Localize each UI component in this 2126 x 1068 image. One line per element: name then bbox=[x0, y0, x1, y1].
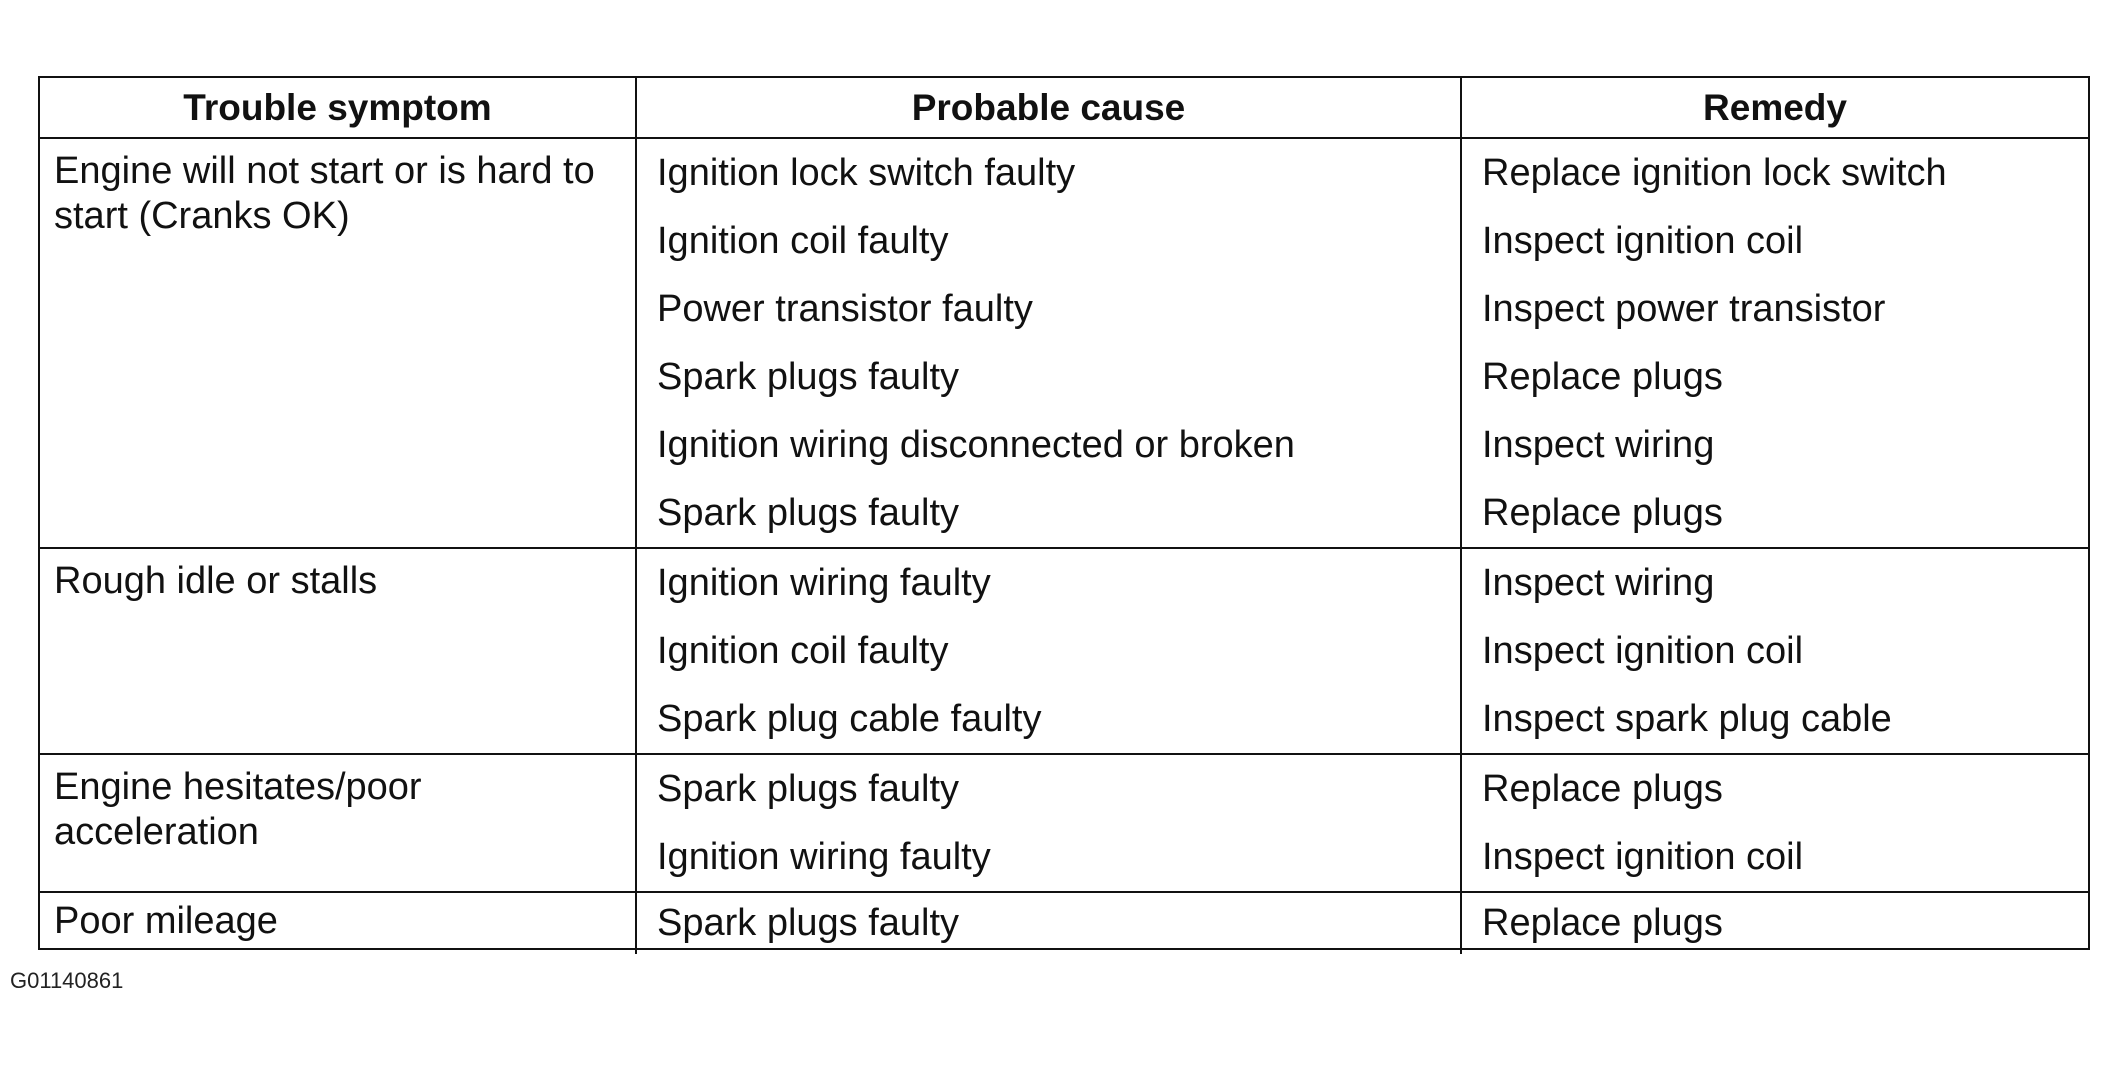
cause-cell bbox=[636, 548, 1461, 754]
remedy-item: Inspect ignition coil bbox=[1482, 836, 1804, 878]
remedy-item: Inspect spark plug cable bbox=[1482, 698, 1892, 740]
table-row bbox=[40, 892, 2088, 954]
cause-item: Ignition coil faulty bbox=[657, 630, 949, 672]
troubleshooting-grid bbox=[40, 78, 2088, 954]
cause-item: Ignition coil faulty bbox=[657, 220, 949, 262]
cause-item: Ignition wiring faulty bbox=[657, 562, 991, 604]
cause-cell bbox=[636, 138, 1461, 548]
symptom-cell: Engine hesitates/poor acceleration bbox=[40, 754, 636, 892]
table-row bbox=[40, 138, 2088, 548]
cause-item: Ignition wiring disconnected or broken bbox=[657, 424, 1295, 466]
remedy-cell bbox=[1461, 138, 2088, 548]
remedy-item: Replace ignition lock switch bbox=[1482, 152, 1947, 194]
cause-item: Spark plugs faulty bbox=[657, 902, 960, 944]
cause-item: Spark plugs faulty bbox=[657, 768, 960, 810]
header-remedy: Remedy bbox=[1461, 78, 2088, 138]
cause-item: Power transistor faulty bbox=[657, 288, 1033, 330]
symptom-cell: Poor mileage bbox=[40, 892, 636, 954]
remedy-cell bbox=[1461, 754, 2088, 892]
remedy-item: Inspect power transistor bbox=[1482, 288, 1886, 330]
remedy-item: Replace plugs bbox=[1482, 902, 1723, 944]
remedy-item: Replace plugs bbox=[1482, 768, 1723, 810]
cause-item: Spark plug cable faulty bbox=[657, 698, 1042, 740]
remedy-item: Inspect wiring bbox=[1482, 424, 1715, 466]
cause-item: Spark plugs faulty bbox=[657, 492, 960, 534]
remedy-cell bbox=[1461, 548, 2088, 754]
table-row bbox=[40, 548, 2088, 754]
remedy-cell bbox=[1461, 892, 2088, 954]
cause-item: Spark plugs faulty bbox=[657, 356, 960, 398]
remedy-item: Replace plugs bbox=[1482, 492, 1723, 534]
cause-item: Ignition wiring faulty bbox=[657, 836, 991, 878]
remedy-item: Inspect ignition coil bbox=[1482, 220, 1804, 262]
header-probable-cause: Probable cause bbox=[636, 78, 1461, 138]
header-row bbox=[40, 78, 2088, 138]
cause-item: Ignition lock switch faulty bbox=[657, 152, 1076, 194]
symptom-cell: Engine will not start or is hard to start (Cranks OK) bbox=[40, 138, 636, 548]
table-row bbox=[40, 754, 2088, 892]
symptom-cell: Rough idle or stalls bbox=[40, 548, 636, 754]
troubleshooting-table bbox=[38, 76, 2090, 950]
remedy-item: Inspect wiring bbox=[1482, 562, 1715, 604]
header-trouble-symptom: Trouble symptom bbox=[40, 78, 636, 138]
figure-code: G01140861 bbox=[10, 968, 124, 993]
remedy-item: Replace plugs bbox=[1482, 356, 1723, 398]
remedy-item: Inspect ignition coil bbox=[1482, 630, 1804, 672]
cause-cell bbox=[636, 892, 1461, 954]
cause-cell bbox=[636, 754, 1461, 892]
